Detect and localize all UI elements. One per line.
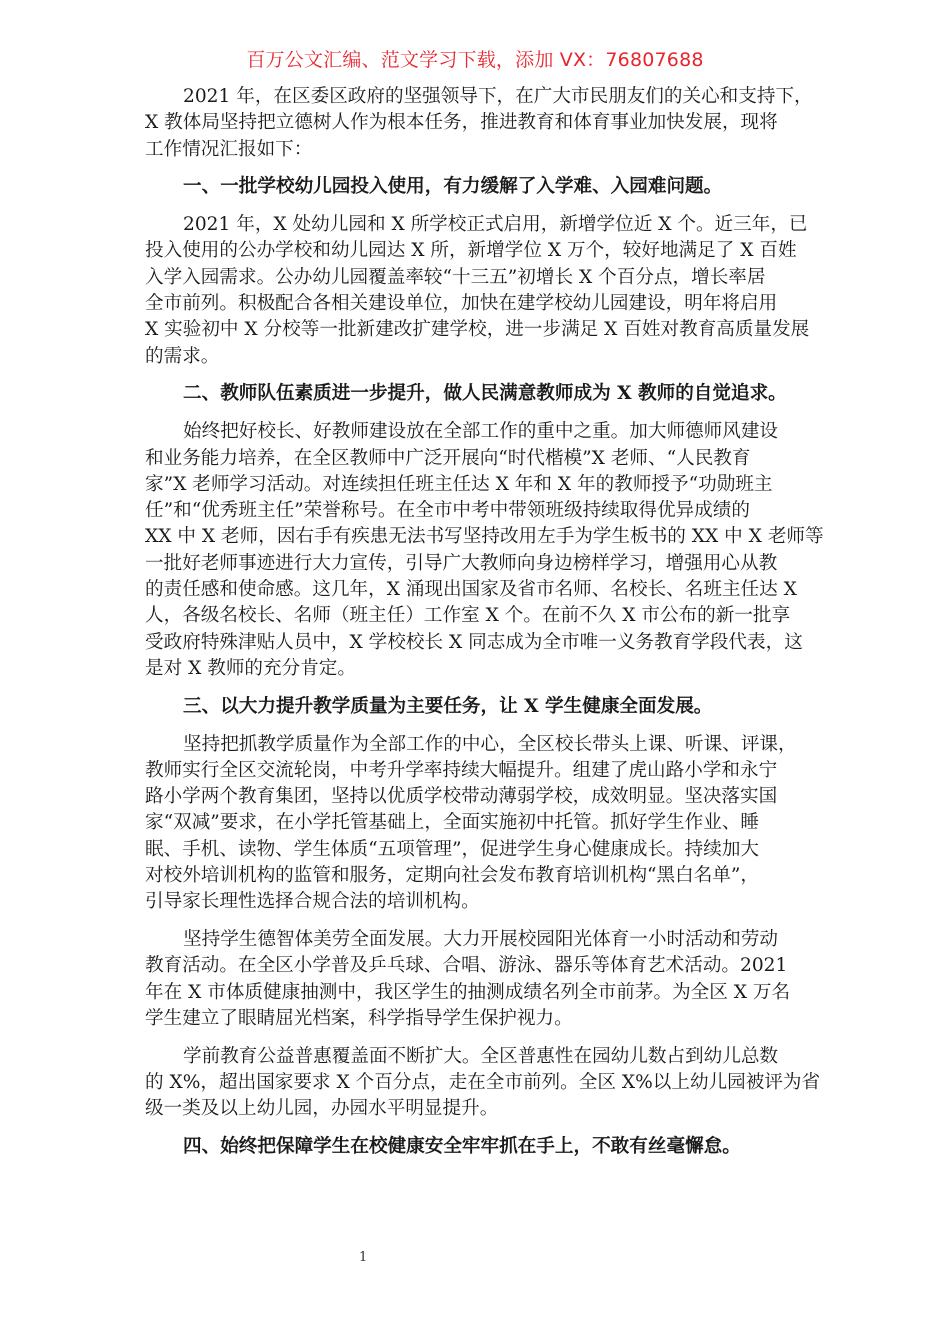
text-line: 的责任感和使命感。这几年，X 涌现出国家及省市名师、名校长、名班主任达 X — [145, 579, 797, 601]
text-line: 工作情况汇报如下： — [145, 138, 313, 160]
text-line: 和业务能力培养，在全区教师中广泛开展向“时代楷模”X 老师、“人民教育 — [145, 447, 751, 469]
text-line: 的需求。 — [145, 345, 220, 367]
section-heading — [145, 381, 810, 407]
page-number: 1 — [359, 1250, 368, 1265]
text-line: 家”X 老师学习活动。对连续担任班主任达 X 年和 X 年的教师授予“功勋班主 — [145, 473, 773, 495]
section-heading — [145, 694, 810, 720]
text-line: 受政府特殊津贴人员中，X 学校校长 X 同志成为全市唯一义务教育学段代表，这 — [145, 631, 803, 653]
body-paragraph — [145, 84, 813, 163]
text-line: 投入使用的公办学校和幼儿园达 X 所，新增学位 X 万个，较好地满足了 X 百姓 — [145, 240, 797, 262]
text-line: 教师实行全区交流轮岗，中考升学率持续大幅提升。组建了虎山路小学和永宁 — [145, 759, 778, 781]
body-paragraph — [145, 419, 824, 682]
text-line: 一、一批学校幼儿园投入使用，有力缓解了入学难、入园难问题。 — [183, 176, 723, 198]
text-line: 2021 年，X 处幼儿园和 X 所学校正式启用，新增学位近 X 个。近三年，已 — [183, 214, 808, 236]
text-line: 全市前列。积极配合各相关建设单位，加快在建学校幼儿园建设，明年将启用 — [145, 293, 778, 315]
body-paragraph — [145, 732, 810, 916]
text-line: 二、教师队伍素质进一步提升，做人民满意教师成为 X 教师的自觉追求。 — [183, 383, 787, 405]
text-line: 始终把好校长、好教师建设放在全部工作的重中之重。加大师德师风建设 — [183, 421, 779, 443]
text-line: 是对 X 教师的充分肯定。 — [145, 657, 356, 679]
document-body — [145, 84, 824, 1172]
text-line: 路小学两个教育集团，坚持以优质学校带动薄弱学校，成效明显。坚决落实国 — [145, 786, 778, 808]
text-line: 学前教育公益普惠覆盖面不断扩大。全区普惠性在园幼儿数占到幼儿总数 — [183, 1045, 779, 1067]
watermark-banner: 百万公文汇编、范文学习下载，添加 VX：76807688 — [246, 49, 704, 71]
text-line: 家“双减”要求，在小学托管基础上，全面实施初中托管。抓好学生作业、睡 — [145, 812, 760, 834]
body-paragraph — [145, 927, 810, 1032]
text-line: 坚持把抓教学质量作为全部工作的中心，全区校长带头上课、听课、评课， — [183, 733, 797, 755]
text-line: 任”和“优秀班主任”荣誉称号。在全市中考中带领班级持续取得优异成绩的 — [145, 500, 750, 522]
text-line: 眠、手机、读物、学生体质“五项管理”，促进学生身心健康成长。持续加大 — [145, 838, 760, 860]
text-line: 引导家长理性选择合规合法的培训机构。 — [145, 891, 480, 913]
text-line: 级一类及以上幼儿园，办园水平明显提升。 — [145, 1098, 499, 1120]
text-line: 一批好老师事迹进行大力宣传，引导广大教师向身边榜样学习，增强用心从教 — [145, 552, 778, 574]
text-line: 三、以大力提升教学质量为主要任务，让 X 学生健康全面发展。 — [183, 695, 713, 717]
text-line: X 教体局坚持把立德树人作为根本任务，推进教育和体育事业加快发展，现将 — [145, 112, 778, 134]
body-paragraph — [145, 212, 810, 370]
section-heading — [145, 174, 810, 200]
text-line: 学生建立了眼睛屈光档案，科学指导学生保护视力。 — [145, 1008, 573, 1029]
text-line: 教育活动。在全区小学普及乒乓球、合唱、游泳、器乐等体育艺术活动。2021 — [145, 955, 788, 977]
section-heading — [145, 1134, 810, 1160]
text-line: X 实验初中 X 分校等一批新建改扩建学校，进一步满足 X 百姓对教育高质量发展 — [145, 319, 810, 341]
text-line: 对校外培训机构的监管和服务，定期向社会发布教育培训机构“黑白名单”， — [145, 865, 760, 887]
text-line: 人，各级名校长、名师（班主任）工作室 X 个。在前不久 X 市公布的新一批享 — [145, 605, 791, 627]
text-line: 的 X%，超出国家要求 X 个百分点，走在全市前列。全区 X%以上幼儿园被评为省 — [145, 1072, 821, 1094]
text-line: 四、始终把保障学生在校健康安全牢牢抓在手上，不敢有丝毫懈怠。 — [183, 1136, 741, 1158]
text-line: 坚持学生德智体美劳全面发展。大力开展校园阳光体育一小时活动和劳动 — [183, 929, 779, 951]
text-line: XX 中 X 老师，因右手有疾患无法书写坚持改用左手为学生板书的 XX 中 X 老师等 — [145, 526, 824, 548]
text-line: 2021 年，在区委区政府的坚强领导下，在广大市民朋友们的关心和支持下， — [183, 86, 813, 107]
text-line: 入学入园需求。公办幼儿园覆盖率较“十三五”初增长 X 个百分点，增长率居 — [145, 266, 766, 288]
body-paragraph — [145, 1044, 821, 1123]
text-line: 年在 X 市体质健康抽测中，我区学生的抽测成绩名列全市前茅。为全区 X 万名 — [145, 981, 791, 1003]
